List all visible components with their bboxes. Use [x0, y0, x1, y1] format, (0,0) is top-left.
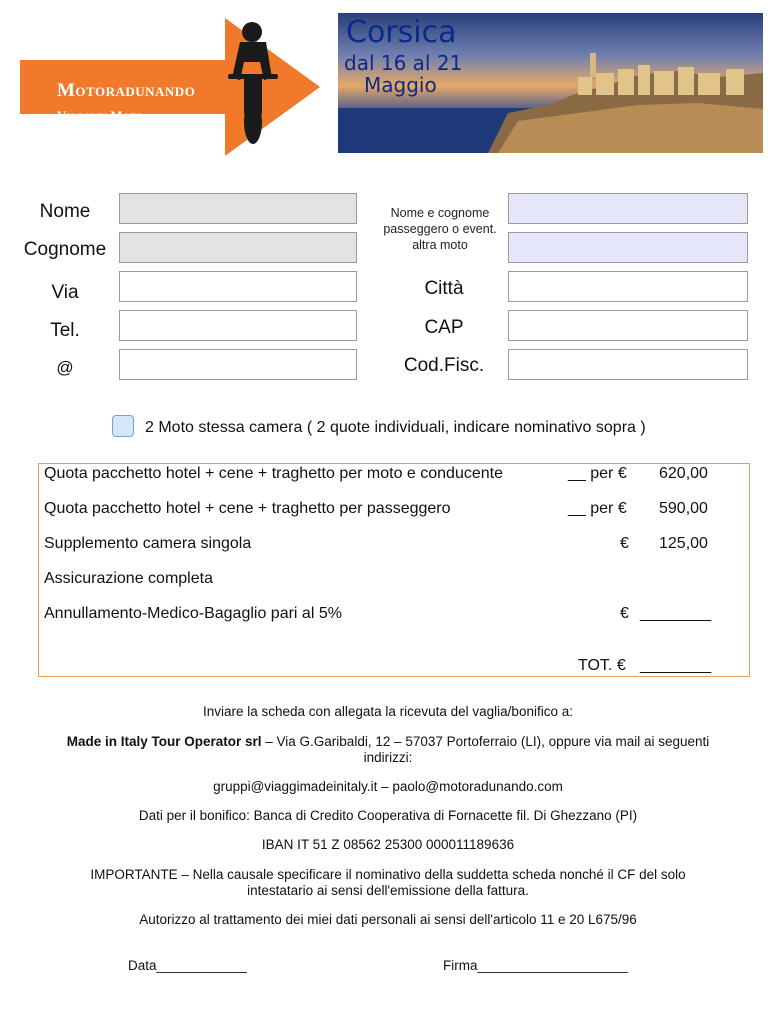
iban: IBAN IT 51 Z 08562 25300 000011189636 — [261, 837, 515, 852]
firma-signature-line: Firma____________________ — [443, 958, 628, 973]
codfisc-label: Cod.Fisc. — [403, 355, 485, 376]
banner-dates: dal 16 al 21 — [344, 51, 463, 75]
nome-label: Nome — [39, 201, 91, 222]
email-field[interactable] — [119, 349, 357, 380]
price-row-3-desc: Supplemento camera singola — [44, 535, 252, 552]
total-value: ________ — [640, 657, 712, 674]
total-label: TOT. € — [578, 657, 626, 674]
passenger-name-field[interactable] — [508, 193, 748, 224]
price-row-1-desc: Quota pacchetto hotel + cene + traghetto per moto e conducente — [44, 465, 503, 482]
bank-details: Dati per il bonifico: Banca di Credito Cooperativa di Fornacette fil. Di Ghezzano (PI) — [138, 808, 638, 823]
operator-name: Made in Italy Tour Operator srl — [66, 734, 262, 749]
citta-field[interactable] — [508, 271, 748, 302]
important-note: IMPORTANTE – Nella causale specificare il nominativo della suddetta scheda nonché il CF del solo intestatario ai sensi dell'emissione della fattura. — [90, 867, 686, 898]
same-room-checkbox[interactable] — [112, 415, 134, 437]
send-instructions: Inviare la scheda con allegata la ricevuta del vaglia/bonifico a: — [203, 704, 573, 719]
passenger-note: Nome e cognome passeggero o event. altra moto — [383, 206, 497, 252]
price-row-1-qty: __ per € — [568, 465, 627, 482]
price-row-3-qty: € — [620, 535, 629, 552]
cognome-label: Cognome — [23, 239, 107, 260]
same-room-label: 2 Moto stessa camera ( 2 quote individuali, indicare nominativo sopra ) — [145, 419, 646, 436]
price-row-1-amount: 620,00 — [659, 465, 708, 482]
via-field[interactable] — [119, 271, 357, 302]
cap-field[interactable] — [508, 310, 748, 341]
cap-label: CAP — [424, 317, 464, 338]
operator-address: – Via G.Garibaldi, 12 – 57037 Portoferraio (LI), oppure via mail ai seguenti indirizzi: — [261, 734, 710, 765]
tel-field[interactable] — [119, 310, 357, 341]
citta-label: Città — [424, 278, 464, 299]
price-row-5-amount: ________ — [640, 605, 712, 622]
privacy-consent: Autorizzo al trattamento dei miei dati personali ai sensi dell'articolo 11 e 20 L675/96 — [139, 912, 637, 927]
price-row-3-amount: 125,00 — [659, 535, 708, 552]
price-row-5-desc: Annullamento-Medico-Bagaglio pari al 5% — [44, 605, 342, 622]
operator-info — [60, 734, 716, 766]
logo-subtitle: Viaggi in Moto — [57, 108, 143, 123]
price-row-4-desc: Assicurazione completa — [44, 570, 213, 587]
email-label: @ — [56, 358, 74, 377]
price-row-2-amount: 590,00 — [659, 500, 708, 517]
price-row-2-qty: __ per € — [568, 500, 627, 517]
passenger-surname-field[interactable] — [508, 232, 748, 263]
banner-title: Corsica — [346, 15, 457, 50]
via-label: Via — [51, 282, 79, 303]
price-row-5-qty: € — [620, 605, 629, 622]
date-signature-line: Data____________ — [128, 958, 247, 973]
contact-emails: gruppi@viaggimadeinitaly.it – paolo@motoradunando.com — [213, 779, 563, 794]
motoradunando-logo — [20, 18, 320, 156]
price-row-2-desc: Quota pacchetto hotel + cene + traghetto per passeggero — [44, 500, 451, 517]
cognome-field[interactable] — [119, 232, 357, 263]
nome-field[interactable] — [119, 193, 357, 224]
logo-title: Motoradunando — [57, 80, 196, 101]
banner-month: Maggio — [364, 73, 437, 97]
codfisc-field[interactable] — [508, 349, 748, 380]
tel-label: Tel. — [50, 320, 80, 341]
corsica-banner — [338, 13, 763, 153]
